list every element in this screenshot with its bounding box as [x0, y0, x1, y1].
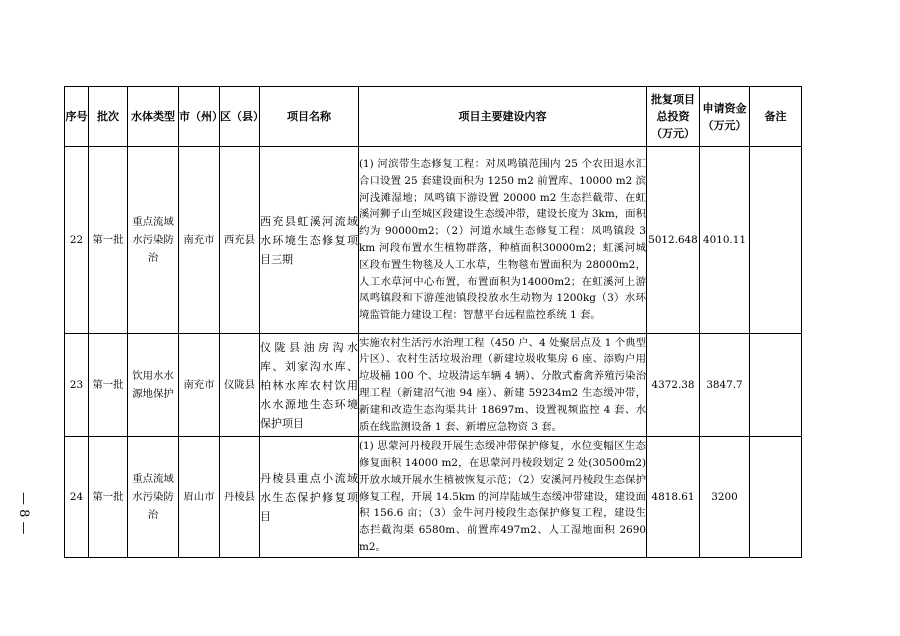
- header-content: 项目主要建设内容: [359, 87, 647, 147]
- row-district: 西充县: [220, 147, 260, 334]
- row-total-investment: 4372.38: [647, 334, 700, 437]
- row-seq: 23: [65, 334, 89, 437]
- row-note: [750, 437, 802, 558]
- row-water-type: 重点流域水污染防治: [128, 437, 179, 558]
- row-batch: 第一批: [89, 437, 128, 558]
- row-content: (1) 思蒙河丹棱段开展生态缓冲带保护修复，水位变幅区生态修复面积 14000 m2，在思蒙河丹棱段划定 2 处(30500m2) 开放水域开展水生植被恢复示范；（2）安溪河丹棱段生态保护修复工程，开展 14.5km 的河岸陆域生态缓冲带建设，建设面积 156.6 亩；（3）金牛河丹棱段生态保护修复工程，建设生态拦截沟渠 6580m、前置库497m2、人工湿地面积 2690 m2。: [359, 437, 647, 558]
- row-requested-funds: 3847.7: [700, 334, 750, 437]
- header-batch: 批次: [89, 87, 128, 147]
- table-row: [65, 334, 802, 437]
- row-seq: 24: [65, 437, 89, 558]
- row-note: [750, 334, 802, 437]
- row-requested-funds: 4010.11: [700, 147, 750, 334]
- row-note: [750, 147, 802, 334]
- header-water-type: 水体类型: [128, 87, 179, 147]
- table-row: [65, 147, 802, 334]
- row-water-type: 饮用水水源地保护: [128, 334, 179, 437]
- header-project-name: 项目名称: [260, 87, 359, 147]
- project-table: [64, 86, 802, 558]
- header-note: 备注: [750, 87, 802, 147]
- row-content: 实施农村生活污水治理工程（450 户、4 处聚居点及 1 个典型片区）、农村生活垃圾治理（新建垃圾收集房 6 座、添购户用垃圾桶 100 个、垃圾清运车辆 4 辆）、分散式畜禽养殖污染治理工程（新建沼气池 94 座）、新建 59234m2 生态缓冲带，新建和改造生态沟渠共计 18697m、设置视频监控 4 套、水质在线监测设备 1 套、新增应急物资 3 套。: [359, 334, 647, 437]
- row-city: 南充市: [179, 334, 220, 437]
- row-water-type: 重点流域水污染防治: [128, 147, 179, 334]
- row-seq: 22: [65, 147, 89, 334]
- row-total-investment: 5012.648: [647, 147, 700, 334]
- row-district: 丹棱县: [220, 437, 260, 558]
- header-seq: 序号: [65, 87, 89, 147]
- header-requested-funds: 申请资金（万元）: [700, 87, 750, 147]
- table-header-row: [65, 87, 802, 147]
- page-number: — 8 —: [16, 492, 31, 535]
- row-city: 眉山市: [179, 437, 220, 558]
- row-project-name: 西充县虹溪河流域水环境生态修复项目三期: [260, 147, 359, 334]
- header-district: 区（县）: [220, 87, 260, 147]
- row-district: 仪陇县: [220, 334, 260, 437]
- row-project-name: 丹棱县重点小流域水生态保护修复项目: [260, 437, 359, 558]
- row-total-investment: 4818.61: [647, 437, 700, 558]
- row-batch: 第一批: [89, 334, 128, 437]
- row-requested-funds: 3200: [700, 437, 750, 558]
- row-content: (1) 河滨带生态修复工程：对凤鸣镇范围内 25 个农田退水汇合口设置 25 套建设面积为 1250 m2 前置库、10000 m2 滨河浅滩湿地；凤鸣镇下游设置 20000 m2 生态拦截带、在虹溪河狮子山至城区段建设生态缓冲带，建设长度为 3km，面积约为 90000m2；（2）河道水域生态修复工程：凤鸣镇段 3 km 河段布置水生植物群落，种植面积30000m2；虹溪河城区段布置生物毯及人工水草，生物毯布置面积为 28000m2，人工水草河中心布置，布置面积为14000m2；在虹溪河上游凤鸣镇段和下游莲池镇段投放水生动物为 1200kg（3）水环境监管能力建设工程：智慧平台远程监控系统 1 套。: [359, 147, 647, 334]
- row-batch: 第一批: [89, 147, 128, 334]
- table-row: [65, 437, 802, 558]
- row-project-name: 仪陇县油房沟水库、刘家沟水库、柏林水库农村饮用水水源地生态环境保护项目: [260, 334, 359, 437]
- header-total-investment: 批复项目总投资（万元）: [647, 87, 700, 147]
- row-city: 南充市: [179, 147, 220, 334]
- header-city: 市（州）: [179, 87, 220, 147]
